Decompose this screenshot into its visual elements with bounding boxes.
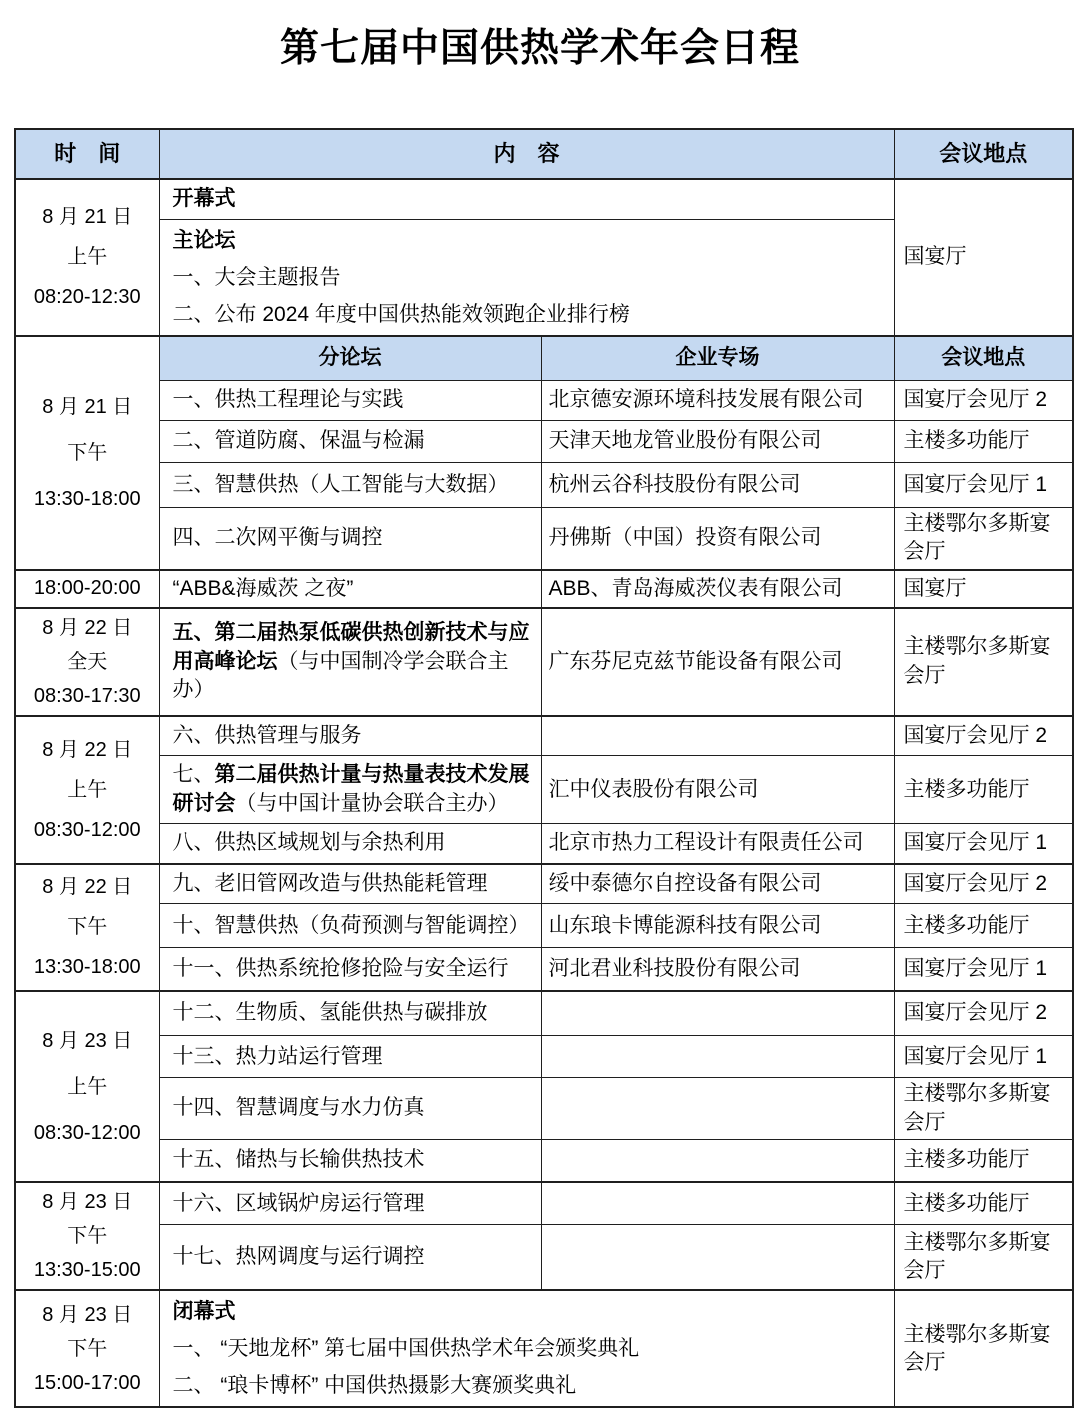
date-line: 8 月 22 日 <box>42 616 133 639</box>
forum-cell: 六、供热管理与服务 <box>159 716 541 756</box>
location-cell: 主楼鄂尔多斯宴会厅 <box>894 508 1073 570</box>
company-cell: 北京德安源环境科技发展有限公司 <box>541 381 894 421</box>
period-line: 上午 <box>67 1075 108 1098</box>
time-cell-abb-night: 18:00-20:00 <box>15 570 159 608</box>
time-cell-aug22-am <box>15 716 159 864</box>
table-header-row <box>15 129 1073 179</box>
table-row <box>15 824 1073 864</box>
forum-title-note: （与中国计量协会联合主办） <box>235 791 509 815</box>
date-line: 8 月 23 日 <box>42 1191 133 1214</box>
forum-cell: 十三、热力站运行管理 <box>159 1036 541 1078</box>
table-row <box>15 948 1073 991</box>
table-row <box>15 1036 1073 1078</box>
company-cell-empty <box>541 1225 894 1291</box>
company-cell-empty <box>541 991 894 1036</box>
time-cell-aug21-am <box>15 179 159 336</box>
location-cell: 国宴厅会见厅 1 <box>894 1036 1073 1078</box>
page-title: 第七届中国供热学术年会日程 <box>279 27 800 70</box>
time-cell-aug23-pm1 <box>15 1182 159 1290</box>
period-line: 上午 <box>67 778 108 801</box>
company-cell: 河北君业科技股份有限公司 <box>541 948 894 991</box>
location-cell: 国宴厅 <box>894 570 1073 608</box>
location-cell: 主楼多功能厅 <box>894 904 1073 948</box>
table-row <box>15 421 1073 463</box>
col-header-content: 内 容 <box>159 129 894 179</box>
time-range-line: 08:30-17:30 <box>33 684 141 707</box>
time-range-line: 15:00-17:00 <box>33 1371 141 1394</box>
company-cell-empty <box>541 1182 894 1224</box>
forum-cell: 三、智慧供热（人工智能与大数据） <box>159 463 541 508</box>
table-row <box>15 608 1073 716</box>
closing-title: 闭幕式 <box>172 1300 236 1324</box>
agenda-item: 一、大会主题报告 <box>172 265 341 289</box>
table-row <box>15 991 1073 1036</box>
location-cell: 主楼多功能厅 <box>894 1139 1073 1182</box>
location-cell: 国宴厅会见厅 2 <box>894 991 1073 1036</box>
table-row <box>15 1139 1073 1182</box>
company-cell-empty <box>541 1036 894 1078</box>
time-range-line: 13:30-18:00 <box>33 956 141 979</box>
location-cell: 主楼鄂尔多斯宴会厅 <box>894 608 1073 716</box>
agenda-item: 二、公布 2024 年度中国供热能效领跑企业排行榜 <box>172 302 630 326</box>
forum-cell <box>159 608 541 716</box>
company-cell: 广东芬尼克兹节能设备有限公司 <box>541 608 894 716</box>
forum-cell: 四、二次网平衡与调控 <box>159 508 541 570</box>
period-line: 上午 <box>67 246 108 269</box>
time-range-line: 08:30-12:00 <box>33 1121 141 1144</box>
subheader-location: 会议地点 <box>894 336 1073 381</box>
date-line: 8 月 23 日 <box>42 1029 133 1052</box>
forum-cell: 十四、智慧调度与水力仿真 <box>159 1078 541 1140</box>
forum-cell: 十、智慧供热（负荷预测与智能调控） <box>159 904 541 948</box>
date-line: 8 月 21 日 <box>42 395 133 418</box>
col-header-time: 时 间 <box>15 129 159 179</box>
location-cell: 国宴厅会见厅 2 <box>894 864 1073 904</box>
forum-cell: 十七、热网调度与运行调控 <box>159 1225 541 1291</box>
time-cell-aug23-am <box>15 991 159 1183</box>
period-line: 下午 <box>67 1225 108 1248</box>
closing-ceremony-cell <box>159 1290 894 1407</box>
table-row <box>15 508 1073 570</box>
opening-ceremony-cell: 开幕式 <box>159 179 894 219</box>
forum-cell: 十六、区域锅炉房运行管理 <box>159 1182 541 1224</box>
forum-cell <box>159 756 541 824</box>
location-cell: 主楼多功能厅 <box>894 421 1073 463</box>
forum-title-bold: 第二届供热计量与热量表技术发展研讨会 <box>172 763 530 815</box>
subheader-row <box>15 336 1073 381</box>
company-cell-empty <box>541 716 894 756</box>
table-row <box>15 1182 1073 1224</box>
time-range-line: 08:30-12:00 <box>33 818 141 841</box>
forum-cell: 十一、供热系统抢修抢险与安全运行 <box>159 948 541 991</box>
company-cell-empty <box>541 1078 894 1140</box>
forum-title-prefix: 七、 <box>172 763 215 787</box>
date-line: 8 月 22 日 <box>42 738 133 761</box>
location-cell: 国宴厅会见厅 2 <box>894 381 1073 421</box>
date-line: 8 月 21 日 <box>42 206 133 229</box>
time-range-line: 08:20-12:30 <box>33 286 141 309</box>
table-row <box>15 1290 1073 1407</box>
forum-cell: 二、管道防腐、保温与检漏 <box>159 421 541 463</box>
agenda-item: 二、 “琅卡博杯” 中国供热摄影大赛颁奖典礼 <box>172 1374 577 1398</box>
table-row <box>15 904 1073 948</box>
location-cell: 主楼多功能厅 <box>894 756 1073 824</box>
subheader-forum: 分论坛 <box>159 336 541 381</box>
period-line: 下午 <box>67 916 108 939</box>
time-cell-aug22-pm <box>15 864 159 991</box>
main-forum-title: 主论坛 <box>172 228 236 252</box>
main-forum-cell <box>159 219 894 336</box>
forum-cell: 八、供热区域规划与余热利用 <box>159 824 541 864</box>
date-line: 8 月 23 日 <box>42 1303 133 1326</box>
location-cell: 主楼鄂尔多斯宴会厅 <box>894 1225 1073 1291</box>
date-line: 8 月 22 日 <box>42 876 133 899</box>
company-cell-empty <box>541 1139 894 1182</box>
table-row <box>15 864 1073 904</box>
period-line: 下午 <box>67 441 108 464</box>
company-cell: 山东琅卡博能源科技有限公司 <box>541 904 894 948</box>
col-header-location: 会议地点 <box>894 129 1073 179</box>
forum-cell: “ABB&海威茨 之夜” <box>159 570 541 608</box>
time-range-line: 13:30-15:00 <box>33 1259 141 1282</box>
location-cell: 国宴厅会见厅 1 <box>894 824 1073 864</box>
table-row <box>15 756 1073 824</box>
company-cell: 天津天地龙管业股份有限公司 <box>541 421 894 463</box>
table-row <box>15 716 1073 756</box>
subheader-company: 企业专场 <box>541 336 894 381</box>
table-row <box>15 1078 1073 1140</box>
company-cell: 汇中仪表股份有限公司 <box>541 756 894 824</box>
time-cell-aug22-allday <box>15 608 159 716</box>
table-row <box>15 381 1073 421</box>
company-cell: 绥中泰德尔自控设备有限公司 <box>541 864 894 904</box>
location-cell: 国宴厅会见厅 1 <box>894 948 1073 991</box>
location-cell: 国宴厅会见厅 2 <box>894 716 1073 756</box>
forum-title-note: （与中国制冷学会联合主办） <box>172 649 509 701</box>
location-cell: 国宴厅会见厅 1 <box>894 463 1073 508</box>
time-cell-aug21-pm <box>15 336 159 570</box>
location-cell: 国宴厅 <box>894 179 1073 336</box>
company-cell: 北京市热力工程设计有限责任公司 <box>541 824 894 864</box>
table-row <box>15 570 1073 608</box>
time-cell-aug23-pm2 <box>15 1290 159 1407</box>
forum-cell: 一、供热工程理论与实践 <box>159 381 541 421</box>
table-row <box>15 1225 1073 1291</box>
company-cell: 丹佛斯（中国）投资有限公司 <box>541 508 894 570</box>
time-range-line: 13:30-18:00 <box>33 487 141 510</box>
forum-cell: 十二、生物质、氢能供热与碳排放 <box>159 991 541 1036</box>
forum-title-bold: 五、第二届热泵低碳供热创新技术与应用高峰论坛 <box>172 621 530 673</box>
location-cell: 主楼多功能厅 <box>894 1182 1073 1224</box>
location-cell: 主楼鄂尔多斯宴会厅 <box>894 1290 1073 1407</box>
table-row <box>15 463 1073 508</box>
agenda-item: 一、 “天地龙杯” 第七届中国供热学术年会颁奖典礼 <box>172 1337 640 1361</box>
period-line: 全天 <box>67 650 108 673</box>
forum-cell: 九、老旧管网改造与供热能耗管理 <box>159 864 541 904</box>
company-cell: ABB、青岛海威茨仪表有限公司 <box>541 570 894 608</box>
location-cell: 主楼鄂尔多斯宴会厅 <box>894 1078 1073 1140</box>
company-cell: 杭州云谷科技股份有限公司 <box>541 463 894 508</box>
forum-cell: 十五、储热与长输供热技术 <box>159 1139 541 1182</box>
schedule-table <box>14 128 1074 1408</box>
period-line: 下午 <box>67 1337 108 1360</box>
table-row <box>15 179 1073 219</box>
